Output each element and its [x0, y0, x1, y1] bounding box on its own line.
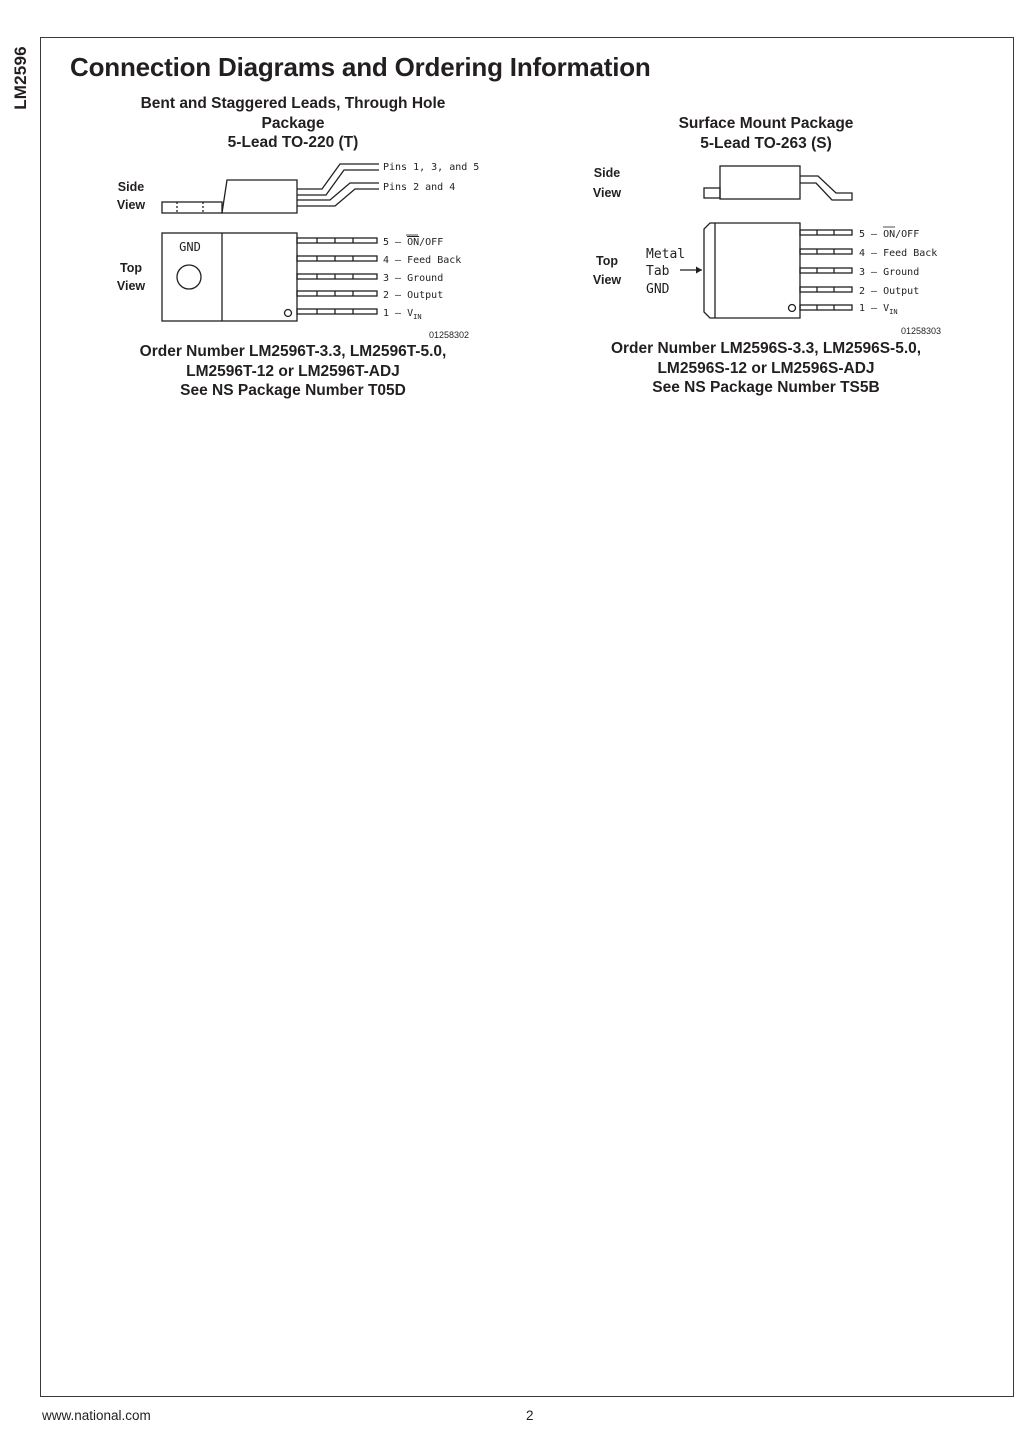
- to263-pin5-label: 5 – ON/OFF: [859, 229, 920, 240]
- to220-order-line2: LM2596T-12 or LM2596T-ADJ: [186, 362, 400, 380]
- to220-leads: [297, 238, 377, 314]
- to220-callout-pins-135: Pins 1, 3, and 5: [383, 162, 480, 173]
- to263-top-body: [704, 223, 800, 318]
- to220-pin3-label: 3 – Ground: [383, 273, 444, 284]
- to263-lead-5: [800, 230, 852, 235]
- to220-lead-4: [297, 256, 377, 261]
- to263-heading: [585, 114, 947, 153]
- to220-heading: [92, 94, 494, 153]
- footer-website: www.national.com: [42, 1408, 151, 1423]
- to263-figure-id: 01258303: [900, 326, 941, 336]
- to220-diagram: [100, 156, 500, 344]
- to220-mounting-hole: [177, 265, 201, 289]
- to220-callout-pins-24: Pins 2 and 4: [383, 182, 456, 193]
- to263-lead-1: [800, 305, 852, 310]
- to263-side-tab: [704, 188, 720, 198]
- to263-pin1-label: $1 - V_{IN}$: [859, 303, 898, 316]
- to220-pin5-label: 5 – ON/OFF: [383, 237, 444, 248]
- to220-lead-5: [297, 238, 377, 243]
- part-number-side-tab: [8, 36, 34, 120]
- to220-side-label-2: View: [116, 198, 146, 212]
- to263-lead-4: [800, 249, 852, 254]
- to220-lead-lower-top: [297, 183, 379, 200]
- to263-diagram: [580, 160, 960, 340]
- to263-pin4-label: 4 – Feed Back: [859, 248, 938, 259]
- to263-side-label-1: Side: [593, 166, 621, 180]
- to220-figure-id: 01258302: [428, 330, 469, 340]
- to220-gnd-label: GND: [179, 240, 201, 254]
- to220-order-line3: See NS Package Number T05D: [180, 382, 406, 399]
- to263-side-label-2: View: [592, 186, 622, 200]
- to263-order-line1: Order Number LM2596S-3.3, LM2596S-5.0,: [610, 340, 922, 357]
- to263-side-body: [720, 166, 800, 199]
- to220-lead-3: [297, 274, 377, 279]
- to263-leads: [800, 230, 852, 310]
- to220-lead-1: [297, 309, 377, 314]
- to220-pin1-marker: [285, 310, 292, 317]
- to220-top-label-2: View: [116, 279, 146, 293]
- to220-side-label-1: Side: [117, 180, 145, 194]
- to220-order-line1: Order Number LM2596T-3.3, LM2596T-5.0,: [139, 343, 447, 360]
- to220-top-label-1: Top: [120, 261, 142, 275]
- to263-tab-label: Tab: [646, 264, 670, 279]
- to220-lead-upper-top: [297, 164, 379, 189]
- to263-heading-line2: 5-Lead TO-263 (S): [700, 134, 832, 152]
- to263-top-label-1: Top: [596, 254, 618, 268]
- section-title: Connection Diagrams and Ordering Information: [70, 52, 651, 82]
- to220-heading-line1: Bent and Staggered Leads, Through Hole: [140, 95, 446, 112]
- to220-pin4-label: 4 – Feed Back: [383, 255, 462, 266]
- to263-order-line3: See NS Package Number TS5B: [652, 379, 880, 396]
- to220-lead-2: [297, 291, 377, 296]
- to263-gnd-label: GND: [646, 282, 670, 297]
- to263-heading-line1: Surface Mount Package: [678, 115, 854, 132]
- to220-heading-line3: 5-Lead TO-220 (T): [227, 134, 359, 151]
- to220-order-info: [92, 342, 494, 401]
- to220-side-body: [222, 180, 297, 213]
- to220-lead-lower-bottom: [297, 189, 379, 206]
- to263-pin2-label: 2 – Output: [859, 286, 920, 297]
- to263-order-line2: LM2596S-12 or LM2596S-ADJ: [657, 359, 875, 377]
- to263-order-info: [585, 339, 947, 398]
- to220-pin2-label: 2 – Output: [383, 290, 444, 301]
- to263-pin3-label: 3 – Ground: [859, 267, 920, 278]
- to263-tab-arrowhead: [696, 267, 702, 274]
- to220-heading-line2: Package: [261, 114, 325, 132]
- to220-side-tab: [162, 202, 222, 213]
- to263-side-lead: [800, 176, 852, 200]
- part-number-text: LM2596: [11, 46, 30, 110]
- to263-top-label-2: View: [592, 273, 622, 287]
- page-number: 2: [526, 1408, 534, 1423]
- to263-pin1-marker: [789, 305, 796, 312]
- to220-pin1-label: $1 - V_{IN}$: [383, 308, 422, 321]
- to263-metal-label: Metal: [646, 247, 686, 262]
- to263-lead-3: [800, 268, 852, 273]
- to263-lead-2: [800, 287, 852, 292]
